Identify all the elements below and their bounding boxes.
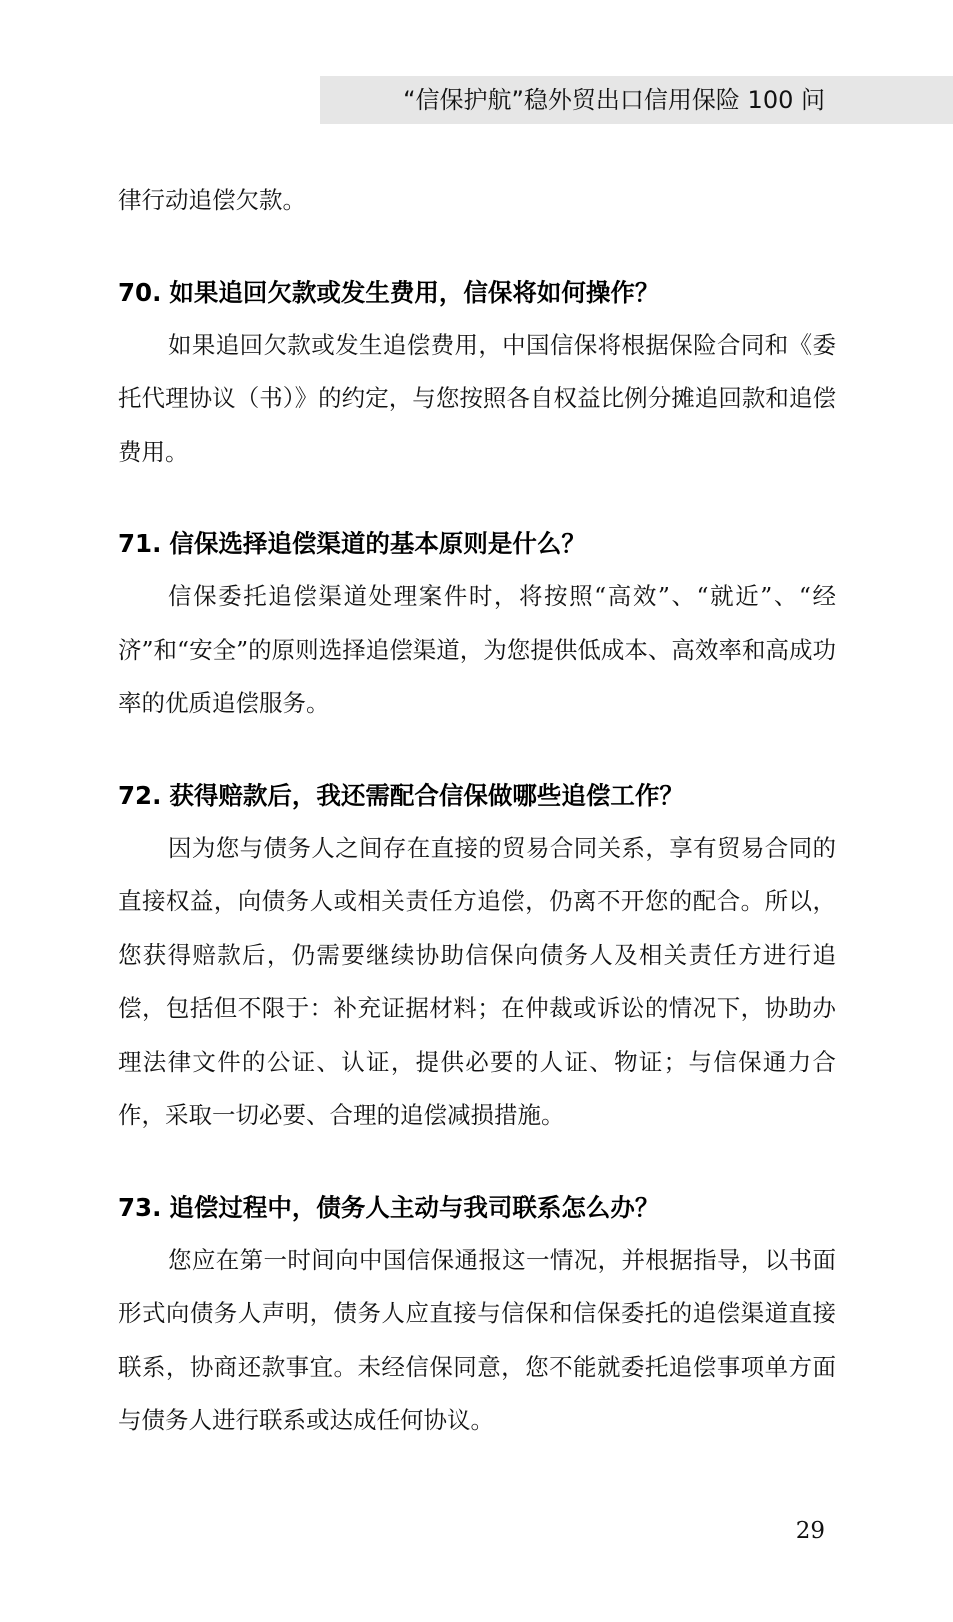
question-heading <box>118 266 836 319</box>
question-number: 71. <box>118 529 162 558</box>
answer-paragraph: 您应在第一时间向中国信保通报这一情况，并根据指导，以书面形式向债务人声明，债务人应直接与信保和信保委托的追偿渠道直接联系，协商还款事宜。未经信保同意，您不能就委托追偿事项单方面与债务人进行联系或达成任何协议。 <box>118 1245 836 1434</box>
answer-paragraph: 信保委托追偿渠道处理案件时，将按照“高效”、“就近”、“经济”和“安全”的原则选择追偿渠道，为您提供低成本、高效率和高成功率的优质追偿服务。 <box>118 582 836 717</box>
continuation-paragraph: 律行动追偿欠款。 <box>118 186 306 214</box>
question-text: 追偿过程中，债务人主动与我司联系怎么办？ <box>169 1192 660 1222</box>
question-text: 如果追回欠款或发生费用，信保将如何操作？ <box>169 277 660 307</box>
question-section-72 <box>118 769 836 1143</box>
question-text: 获得赔款后，我还需配合信保做哪些追偿工作？ <box>169 780 684 810</box>
question-section-70 <box>118 266 836 480</box>
question-heading <box>118 517 836 570</box>
question-section-71 <box>118 517 836 731</box>
page-body <box>118 174 836 1448</box>
question-heading <box>118 1181 836 1234</box>
question-number: 72. <box>118 780 162 810</box>
question-section-73 <box>118 1181 836 1448</box>
question-text: 信保选择追偿渠道的基本原则是什么？ <box>169 529 586 558</box>
question-number: 73. <box>118 1192 162 1222</box>
page-number: 29 <box>795 1518 825 1544</box>
running-header <box>320 76 953 124</box>
answer-paragraph: 如果追回欠款或发生追偿费用，中国信保将根据保险合同和《委托代理协议（书）》的约定，与您按照各自权益比例分摊追回款和追偿费用。 <box>118 330 836 466</box>
question-heading <box>118 769 836 822</box>
header-title: “信保护航”稳外贸出口信用保险 100 问 <box>403 86 825 114</box>
answer-paragraph: 因为您与债务人之间存在直接的贸易合同关系，享有贸易合同的直接权益，向债务人或相关责任方追偿，仍离不开您的配合。所以，您获得赔款后，仍需要继续协助信保向债务人及相关责任方进行追偿，包括但不限于：补充证据材料；在仲裁或诉讼的情况下，协助办理法律文件的公证、认证，提供必要的人证、物证；与信保通力合作，采取一切必要、合理的追偿减损措施。 <box>118 833 836 1129</box>
question-number: 70. <box>118 277 162 307</box>
